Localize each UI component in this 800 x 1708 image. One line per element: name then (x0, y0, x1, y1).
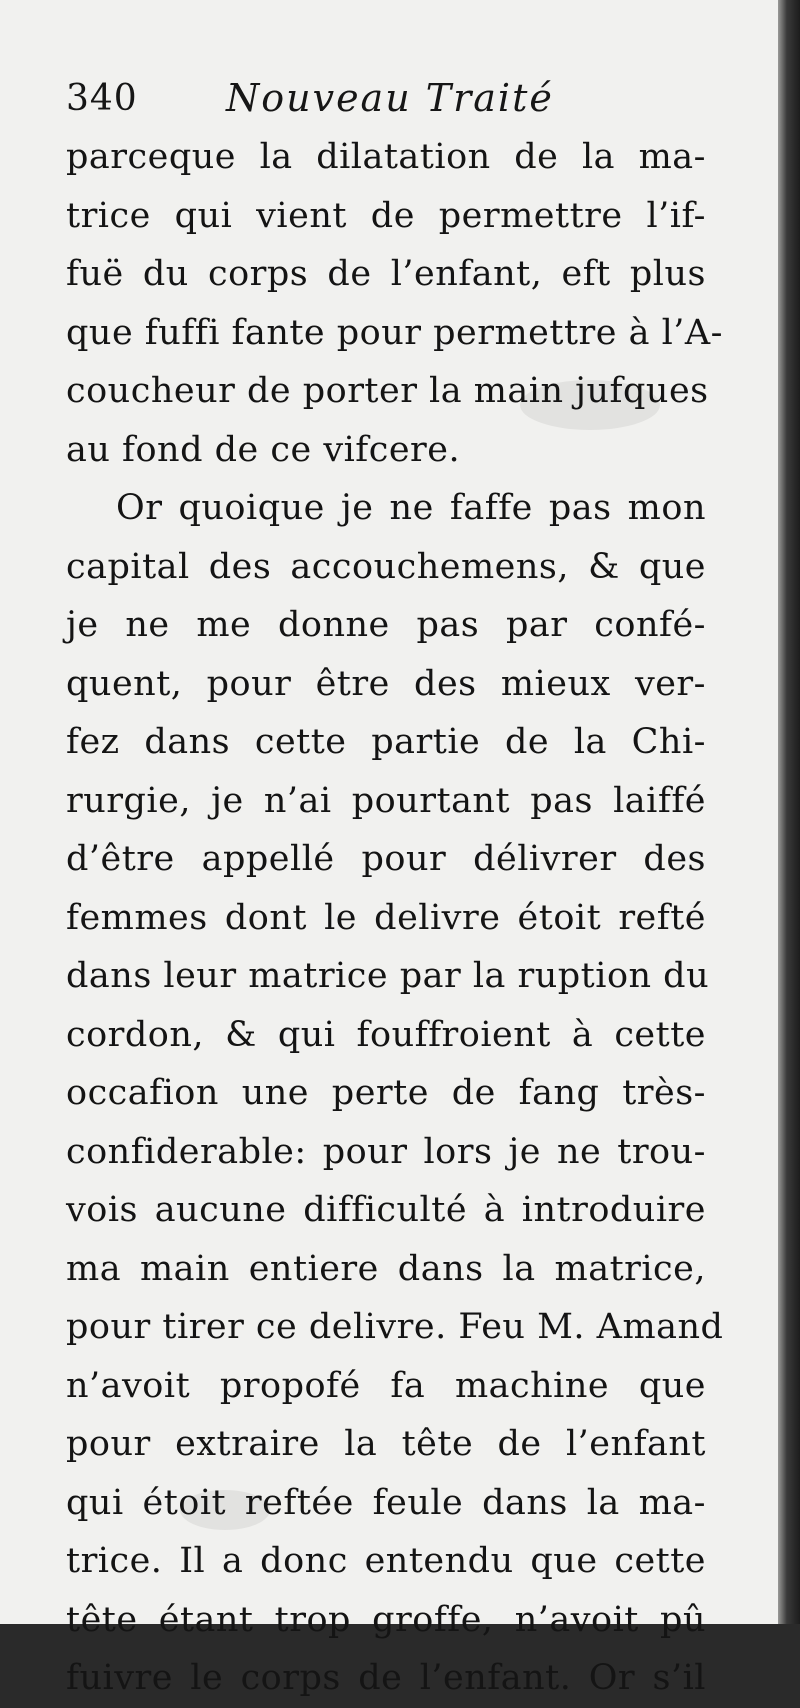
text-line: qui étoit reftée feule dans la ma- (66, 1482, 706, 1523)
text-line: trice qui vient de permettre l’if- (66, 195, 706, 236)
text-line: que fuffi fante pour permettre à l’A- (66, 312, 724, 353)
page-number: 340 (66, 78, 138, 119)
text-line: coucheur de porter la main jufques (66, 371, 709, 411)
page-edge-shadow (778, 0, 800, 1624)
text-line: Or quoique je ne faffe pas mon (116, 488, 706, 528)
text-line: femmes dont le delivre étoit refté (66, 897, 706, 938)
text-line: vois aucune difficulté à introduire (66, 1190, 706, 1230)
text-line: n’avoit propofé fa machine que (66, 1365, 706, 1406)
text-line: confiderable: pour lors je ne trou- (66, 1131, 706, 1172)
text-line: d’être appellé pour délivrer des (66, 839, 706, 879)
text-line: dans leur matrice par la ruption du (66, 956, 710, 996)
text-line: tête étant trop groffe, n’avoit pû (66, 1599, 706, 1640)
text-line: parceque la dilatation de la ma- (66, 137, 706, 177)
text-line: pour tirer ce delivre. Feu M. Amand (66, 1307, 724, 1347)
text-line: au fond de ce vifcere. (66, 429, 461, 470)
text-line: fuivre le corps de l’enfant. Or s’il (66, 1658, 706, 1698)
body-text (66, 128, 724, 1708)
text-line: cordon, & qui fouffroient à cette (66, 1014, 706, 1055)
text-line: capital des accouchemens, & que (66, 546, 706, 587)
page-header (66, 70, 706, 126)
text-line: trice. Il a donc entendu que cette (66, 1541, 706, 1581)
text-line: fez dans cette partie de la Chi- (66, 722, 706, 762)
running-title: Nouveau Traité (226, 76, 554, 120)
text-line: je ne me donne pas par confé- (66, 605, 706, 645)
text-line: rurgie, je n’ai pourtant pas laiffé (66, 780, 706, 821)
text-line: pour extraire la tête de l’enfant (66, 1424, 706, 1464)
text-line: fuë du corps de l’enfant, eft plus (66, 254, 706, 294)
text-line: quent, pour être des mieux ver- (66, 663, 706, 704)
text-line: ma main entiere dans la matrice, (66, 1248, 706, 1289)
text-line: occafion une perte de fang très- (66, 1073, 706, 1113)
